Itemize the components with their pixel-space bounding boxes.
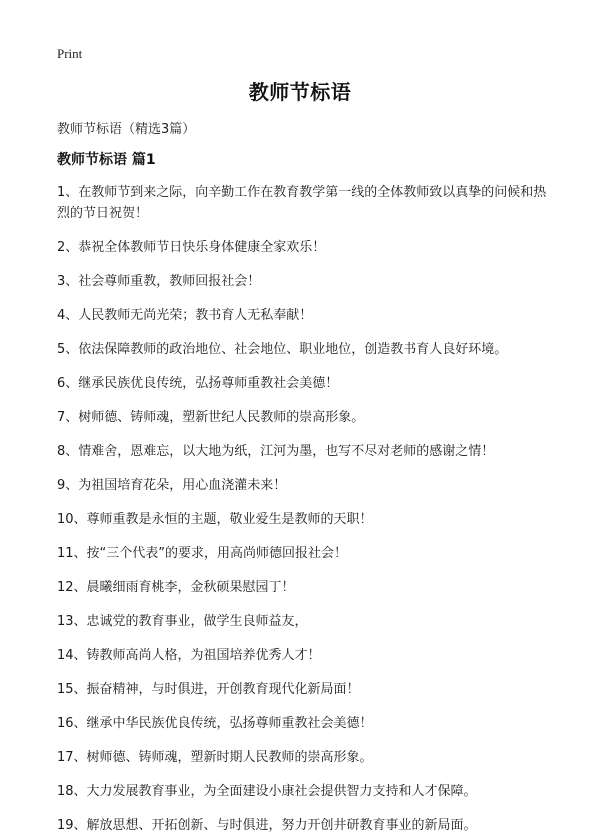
slogan-item: 7、树师德、铸师魂，塑新世纪人民教师的崇高形象。 xyxy=(57,410,365,425)
slogan-item: 1、在教师节到来之际，向辛勤工作在教育教学第一线的全体教师致以真挚的问候和热烈的节日祝贺！ xyxy=(57,185,547,221)
slogan-item: 18、大力发展教育事业，为全面建设小康社会提供智力支持和人才保障。 xyxy=(57,784,477,799)
slogan-item: 19、解放思想、开拓创新、与时俱进，努力开创井研教育事业的新局面。 xyxy=(57,818,477,833)
slogan-item: 11、按“三个代表”的要求，用高尚师德回报社会！ xyxy=(57,546,348,561)
slogan-item: 8、情难舍，恩难忘，以大地为纸，江河为墨，也写不尽对老师的感谢之情！ xyxy=(57,444,495,459)
slogan-item: 14、铸教师高尚人格，为祖国培养优秀人才！ xyxy=(57,648,321,663)
slogan-item: 9、为祖国培育花朵，用心血浇灌未来！ xyxy=(57,478,287,493)
slogan-item: 2、恭祝全体教师节日快乐身体健康全家欢乐！ xyxy=(57,240,326,255)
slogan-item: 12、晨曦细雨育桃李，金秋硕果慰园丁！ xyxy=(57,580,295,595)
slogan-item: 17、树师德、铸师魂，塑新时期人民教师的崇高形象。 xyxy=(57,750,373,765)
slogan-item: 6、继承民族优良传统，弘扬尊师重教社会美德！ xyxy=(57,376,339,391)
slogan-item: 4、人民教师无尚光荣；教书育人无私奉献！ xyxy=(57,308,313,323)
slogan-item: 3、社会尊师重教，教师回报社会！ xyxy=(57,274,261,289)
document-title: 教师节标语 xyxy=(248,80,352,104)
slogan-item: 15、振奋精神，与时俱进，开创教育现代化新局面！ xyxy=(57,682,360,697)
slogan-item: 16、继承中华民族优良传统，弘扬尊师重教社会美德！ xyxy=(57,716,373,731)
slogan-item: 10、尊师重教是永恒的主题，敬业爱生是教师的天职！ xyxy=(57,512,373,527)
section-heading: 教师节标语 篇1 xyxy=(57,152,156,168)
print-label: Print xyxy=(57,46,83,61)
slogan-item: 13、忠诚党的教育事业，做学生良师益友， xyxy=(57,614,308,629)
document-subtitle: 教师节标语（精选3篇） xyxy=(57,122,196,137)
slogan-item: 5、依法保障教师的政治地位、社会地位、职业地位，创造教书育人良好环境。 xyxy=(57,342,508,357)
slogan-list xyxy=(57,182,557,836)
